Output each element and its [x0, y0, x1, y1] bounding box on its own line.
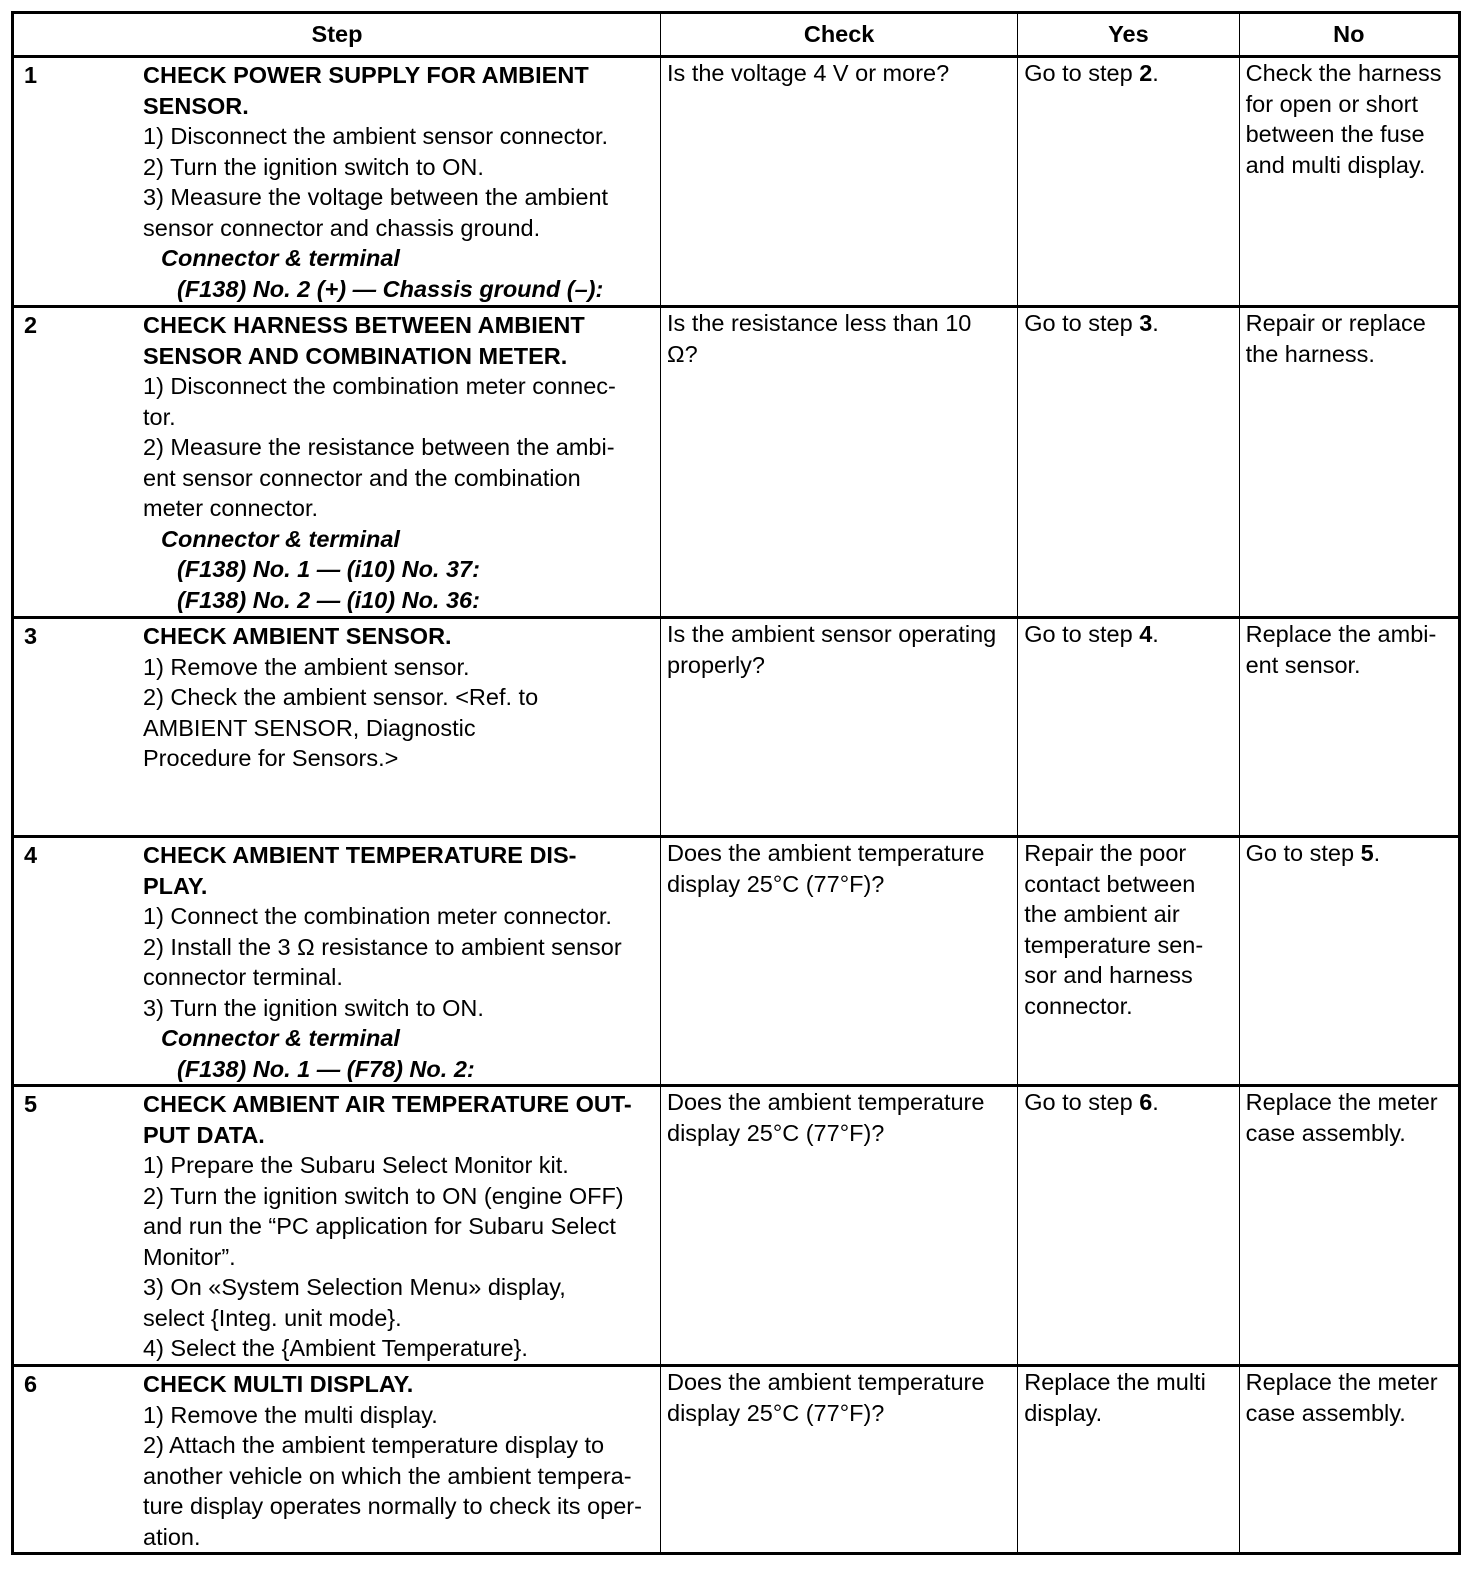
- connector-terminal: (F138) No. 2 — (i10) No. 36:: [177, 586, 480, 613]
- check-text: Does the ambient temperature: [667, 840, 985, 866]
- step-number: 4: [24, 842, 38, 868]
- yes-suffix: .: [1152, 60, 1159, 86]
- no-text: case assembly.: [1245, 1119, 1406, 1146]
- step-instruction: AMBIENT SENSOR, Diagnostic: [143, 714, 476, 741]
- check-text: display 25°C (77°F)?: [667, 1119, 885, 1146]
- step-instruction: another vehicle on which the ambient tempera-: [143, 1462, 632, 1489]
- header-yes: Yes: [1018, 13, 1239, 57]
- yes-step-link[interactable]: 6: [1139, 1089, 1153, 1115]
- step-instruction: 4) Select the {Ambient Temperature}.: [143, 1335, 528, 1361]
- connector-terminal: (F138) No. 1 — (i10) No. 37:: [177, 556, 480, 582]
- step-instruction: 1) Disconnect the ambient sensor connector.: [143, 123, 609, 149]
- step-instruction: 2) Attach the ambient temperature display to: [143, 1432, 605, 1458]
- check-text: Does the ambient temperature: [667, 1089, 985, 1115]
- no-text: Check the harness: [1245, 60, 1442, 86]
- step-title: PUT DATA.: [143, 1121, 265, 1148]
- yes-cell: [1018, 618, 1239, 837]
- yes-text: connector.: [1024, 992, 1133, 1019]
- step-instruction: and run the “PC application for Subaru Select: [143, 1213, 616, 1239]
- step-cell: [13, 1086, 661, 1366]
- step-body: [143, 1369, 654, 1552]
- no-cell: [1239, 837, 1459, 1086]
- yes-text: temperature sen-: [1024, 931, 1204, 958]
- check-text: Ω?: [667, 340, 698, 367]
- no-text: Repair or replace: [1245, 310, 1426, 336]
- step-instruction: sensor connector and chassis ground.: [143, 214, 541, 241]
- table-row: [13, 1366, 1460, 1554]
- yes-suffix: .: [1152, 1089, 1159, 1115]
- yes-cell: [1018, 837, 1239, 1086]
- no-text: Replace the meter: [1245, 1089, 1438, 1115]
- no-text: ent sensor.: [1245, 651, 1361, 678]
- table-row: [13, 57, 1460, 307]
- yes-cell: [1018, 1086, 1239, 1366]
- yes-cell: [1018, 57, 1239, 307]
- step-cell: [13, 618, 661, 837]
- no-text: and multi display.: [1245, 151, 1426, 178]
- check-text: Is the voltage 4 V or more?: [667, 60, 950, 86]
- yes-suffix: .: [1152, 310, 1159, 336]
- check-text: display 25°C (77°F)?: [667, 1399, 885, 1426]
- no-text: for open or short: [1245, 90, 1419, 117]
- step-instruction: Procedure for Sensors.>: [143, 745, 399, 771]
- step-instruction: select {Integ. unit mode}.: [143, 1304, 402, 1331]
- no-cell: [1239, 307, 1459, 618]
- step-instruction: ent sensor connector and the combination: [143, 464, 581, 491]
- header-no: No: [1239, 13, 1459, 57]
- connector-title: Connector & terminal: [161, 245, 400, 271]
- no-suffix: .: [1373, 840, 1381, 866]
- no-text: Replace the ambi-: [1245, 621, 1437, 647]
- no-text: the harness.: [1245, 340, 1375, 367]
- step-body: [143, 310, 654, 615]
- step-instruction: 1) Connect the combination meter connector.: [143, 903, 612, 929]
- connector-terminal: (F138) No. 2 (+) — Chassis ground (–):: [177, 275, 604, 302]
- step-title: CHECK AMBIENT TEMPERATURE DIS-: [143, 842, 577, 868]
- yes-text: Go to step: [1024, 310, 1140, 336]
- check-cell: [661, 57, 1018, 307]
- yes-suffix: .: [1152, 621, 1159, 647]
- step-title: CHECK AMBIENT AIR TEMPERATURE OUT-: [143, 1091, 632, 1117]
- table-row: [13, 307, 1460, 618]
- step-instruction: 1) Remove the multi display.: [143, 1401, 438, 1428]
- diagnostic-page: [11, 11, 1461, 1555]
- header-step: Step: [13, 13, 661, 57]
- table-row: [13, 618, 1460, 837]
- step-instruction: 2) Check the ambient sensor. <Ref. to: [143, 684, 539, 710]
- step-instruction: 1) Disconnect the combination meter connec-: [143, 373, 616, 399]
- connector-title: Connector & terminal: [161, 525, 400, 552]
- step-title: SENSOR.: [143, 92, 249, 119]
- step-number: 6: [24, 1371, 38, 1397]
- table-row: [13, 1086, 1460, 1366]
- step-cell: [13, 57, 661, 307]
- step-title: CHECK POWER SUPPLY FOR AMBIENT: [143, 62, 589, 88]
- yes-step-link[interactable]: 2: [1139, 60, 1153, 86]
- check-text: Is the resistance less than 10: [667, 310, 972, 336]
- step-instruction: 3) Turn the ignition switch to ON.: [143, 994, 484, 1021]
- step-number: 2: [24, 312, 38, 338]
- step-instruction: 1) Prepare the Subaru Select Monitor kit.: [143, 1152, 569, 1178]
- step-cell: [13, 1366, 661, 1554]
- step-instruction: 3) On «System Selection Menu» display,: [143, 1274, 566, 1300]
- no-step-link[interactable]: 5: [1360, 840, 1374, 866]
- step-number: 5: [24, 1091, 38, 1117]
- step-title: CHECK MULTI DISPLAY.: [143, 1371, 414, 1397]
- step-body: [143, 1089, 654, 1364]
- no-text: case assembly.: [1245, 1399, 1406, 1426]
- step-body: [143, 621, 654, 774]
- check-cell: [661, 618, 1018, 837]
- step-instruction: 1) Remove the ambient sensor.: [143, 653, 470, 680]
- check-text: Does the ambient temperature: [667, 1369, 985, 1395]
- no-text: between the fuse: [1245, 121, 1425, 147]
- step-title: PLAY.: [143, 872, 208, 899]
- yes-text: display.: [1024, 1399, 1103, 1426]
- yes-step-link[interactable]: 3: [1139, 310, 1153, 336]
- table-row: [13, 837, 1460, 1086]
- header-check: Check: [661, 13, 1018, 57]
- yes-text: Go to step: [1024, 60, 1140, 86]
- check-cell: [661, 837, 1018, 1086]
- step-number: 3: [24, 623, 38, 649]
- yes-text: Repair the poor: [1024, 840, 1187, 866]
- step-title: CHECK HARNESS BETWEEN AMBIENT: [143, 312, 585, 338]
- header-row: [13, 13, 1460, 57]
- yes-text: Go to step: [1024, 1089, 1140, 1115]
- connector-terminal: (F138) No. 1 — (F78) No. 2:: [177, 1055, 475, 1082]
- connector-title: Connector & terminal: [161, 1025, 400, 1051]
- yes-text: contact between: [1024, 870, 1196, 897]
- step-instruction: 2) Install the 3 Ω resistance to ambient sensor: [143, 933, 622, 960]
- check-text: display 25°C (77°F)?: [667, 870, 885, 897]
- no-cell: [1239, 57, 1459, 307]
- step-instruction: Monitor”.: [143, 1243, 236, 1270]
- step-cell: [13, 837, 661, 1086]
- check-cell: [661, 1366, 1018, 1554]
- yes-text: sor and harness: [1024, 962, 1193, 988]
- no-text: Go to step: [1245, 840, 1361, 866]
- step-cell: [13, 307, 661, 618]
- no-cell: [1239, 1366, 1459, 1554]
- no-cell: [1239, 1086, 1459, 1366]
- yes-cell: [1018, 1366, 1239, 1554]
- check-cell: [661, 1086, 1018, 1366]
- yes-cell: [1018, 307, 1239, 618]
- yes-step-link[interactable]: 4: [1139, 621, 1153, 647]
- no-text: Replace the meter: [1245, 1369, 1438, 1395]
- yes-text: Replace the multi: [1024, 1369, 1206, 1395]
- step-instruction: tor.: [143, 403, 176, 430]
- step-instruction: 2) Measure the resistance between the ambi-: [143, 434, 615, 460]
- check-text: properly?: [667, 651, 765, 678]
- step-instruction: ture display operates normally to check its oper-: [143, 1493, 642, 1519]
- step-instruction: 2) Turn the ignition switch to ON.: [143, 153, 484, 180]
- step-instruction: connector terminal.: [143, 964, 343, 990]
- check-text: Is the ambient sensor operating: [667, 621, 997, 647]
- step-number: 1: [24, 62, 38, 88]
- step-body: [143, 60, 654, 304]
- check-cell: [661, 307, 1018, 618]
- yes-text: Go to step: [1024, 621, 1140, 647]
- step-instruction: ation.: [143, 1523, 201, 1550]
- step-instruction: 3) Measure the voltage between the ambient: [143, 184, 609, 210]
- yes-text: the ambient air: [1024, 901, 1180, 927]
- step-instruction: 2) Turn the ignition switch to ON (engine OFF): [143, 1182, 624, 1209]
- step-title: SENSOR AND COMBINATION METER.: [143, 342, 568, 369]
- step-body: [143, 840, 654, 1084]
- no-cell: [1239, 618, 1459, 837]
- step-title: CHECK AMBIENT SENSOR.: [143, 623, 452, 649]
- step-instruction: meter connector.: [143, 495, 319, 521]
- diagnostic-table: [11, 11, 1461, 1555]
